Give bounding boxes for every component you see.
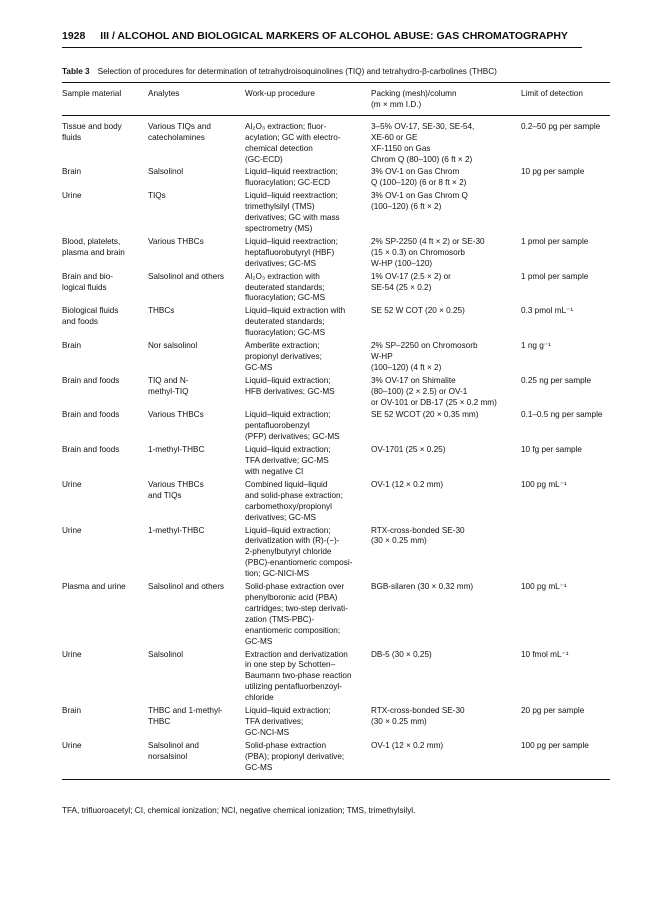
table-cell: Various THBCs	[148, 410, 204, 420]
table-cell: Combined liquid–liquid and solid-phase extraction; carbomethoxy/propionyl derivatives; GC-MS	[245, 479, 343, 522]
column-header: Work-up procedure	[245, 83, 371, 116]
table-cell: BGB-silaren (30 × 0.32 mm)	[371, 582, 474, 592]
table-cell: Urine	[62, 191, 82, 201]
table-row	[62, 741, 610, 780]
table-cell: Liquid–liquid reextraction; fluoracylation; GC-ECD	[245, 167, 338, 188]
table-caption-text: Selection of procedures for determination of tetrahydroisoquinolines (TIQ) and tetrahydro-β-carbolines (THBC)	[97, 67, 497, 76]
column-header: Limit of detection	[521, 83, 610, 116]
running-header	[62, 30, 582, 42]
table-cell: Brain and bio- logical fluids	[62, 271, 113, 292]
table-cell: Brain and foods	[62, 445, 120, 455]
table-cell: Salsolinol and others	[148, 582, 225, 592]
table-cell: Salsolinol	[148, 167, 184, 177]
table-cell: Al₂O₃ extraction; fluor- acylation; GC with electro- chemical detection (GC-ECD)	[245, 121, 341, 164]
table-footnote: TFA, trifluoroacetyl; CI, chemical ionization; NCI, negative chemical ionization; TMS, trimethylsilyl.	[62, 806, 416, 815]
table-cell: Liquid–liquid reextraction; trimethylsilyl (TMS) derivatives; GC with mass spectrometry (MS)	[245, 191, 340, 233]
table-cell: 1 ng g⁻¹	[521, 341, 551, 351]
table-cell: 0.3 pmol mL⁻¹	[521, 306, 574, 316]
page-number: 1928	[62, 30, 86, 42]
table-cell: Liquid–liquid extraction; pentafluorobenzyl (PFP) derivatives; GC-MS	[245, 410, 340, 442]
table-cell: Urine	[62, 525, 82, 535]
header-rule	[62, 47, 582, 48]
table-cell: Brain	[62, 167, 82, 177]
table-cell: Solid-phase extraction over phenylboronic acid (PBA) cartridges; two-step derivati- zation (TMS-PBC)- enantiomeric composition; GC-MS	[245, 582, 348, 646]
data-table	[62, 82, 610, 780]
table-cell: Salsolinol and others	[148, 271, 225, 281]
table-cell: 3% OV-1 on Gas Chrom Q (100–120) (6 ft × 2)	[371, 191, 468, 212]
table-row	[62, 480, 610, 526]
table-cell: Various THBCs	[148, 236, 204, 246]
table-cell: TIQs	[148, 191, 166, 201]
table-row	[62, 706, 610, 741]
table-cell: DB-5 (30 × 0.25)	[371, 649, 432, 659]
table-cell: SE 52 WCOT (20 × 0.35 mm)	[371, 410, 479, 420]
table-cell: Solid-phase extraction (PBA); propionyl derivative; GC-MS	[245, 741, 371, 780]
table-cell: 10 fmol mL⁻¹	[521, 649, 569, 659]
table-cell: 1-methyl-THBC	[148, 445, 205, 455]
table-cell: Plasma and urine	[62, 582, 126, 592]
table-cell: 2% SP–2250 on Chromosorb W-HP (100–120) (4 ft × 2)	[371, 341, 478, 372]
table-cell: 100 pg mL⁻¹	[521, 479, 567, 489]
table-cell: Biological fluids and foods	[62, 306, 119, 327]
column-header: Packing (mesh)/column (m × mm I.D.)	[371, 83, 521, 116]
table-cell	[521, 526, 610, 583]
table-cell: Various TIQs and catecholamines	[148, 121, 211, 142]
table-row	[62, 272, 610, 307]
table-cell: Brain	[62, 706, 82, 716]
table-cell: TIQ and N- methyl-TIQ	[148, 375, 189, 396]
table-cell: Urine	[62, 649, 82, 659]
table-cell: Urine	[62, 741, 148, 780]
table-label: Table 3	[62, 67, 90, 76]
table-cell: Amberlite extraction; propionyl derivatives; GC-MS	[245, 341, 322, 372]
table-row	[62, 237, 610, 272]
table-cell: Liquid–liquid extraction with deuterated standards; fluoracylation; GC-MS	[245, 306, 346, 338]
table-cell: 1 pmol per sample	[521, 236, 589, 246]
table-row	[62, 167, 610, 191]
table-cell: 1% OV-17 (2.5 × 2) or SE-54 (25 × 0.2)	[371, 271, 451, 292]
table-caption	[62, 67, 602, 76]
table-row	[62, 376, 610, 411]
table-cell: Nor salsolinol	[148, 341, 198, 351]
table-header-row	[62, 83, 610, 116]
table-row	[62, 445, 610, 480]
table-cell: Various THBCs and TIQs	[148, 479, 204, 500]
table-cell: Extraction and derivatization in one step by Schotten– Baumann two-phase reaction utilizing pentafluorbenzoyl- chloride	[245, 649, 352, 703]
table-cell: 0.1–0.5 ng per sample	[521, 410, 603, 420]
table-cell: OV-1701 (25 × 0.25)	[371, 445, 446, 455]
table-row	[62, 115, 610, 167]
table-cell: Liquid–liquid extraction; TFA derivative; GC-MS with negative CI	[245, 445, 331, 476]
table-row	[62, 341, 610, 376]
table-cell	[521, 191, 610, 237]
table-cell: 100 pg per sample	[521, 741, 610, 780]
table-cell: 2% SP-2250 (4 ft × 2) or SE-30 (15 × 0.3) on Chromosorb W-HP (100–120)	[371, 236, 485, 268]
table-cell: Liquid–liquid reextraction; heptafluorobutyryl (HBF) derivatives; GC-MS	[245, 236, 338, 268]
table-cell: Al₂O₃ extraction with deuterated standards; fluoracylation; GC-MS	[245, 271, 326, 303]
table-cell: Tissue and body fluids	[62, 121, 122, 142]
table-cell: THBCs	[148, 306, 175, 316]
column-header: Analytes	[148, 83, 245, 116]
table-cell: 3–5% OV-17, SE-30, SE-54, XE-60 or GE XF-1150 on Gas Chrom Q (80–100) (6 ft × 2)	[371, 121, 475, 164]
table-cell: 0.2–50 pg per sample	[521, 121, 601, 131]
table-cell: 10 fg per sample	[521, 445, 582, 455]
table-cell: Liquid–liquid extraction; HFB derivatives; GC-MS	[245, 375, 335, 396]
table-cell: 3% OV-17 on Shimalite (80–100) (2 × 2.5) or OV-1 or OV-101 or DB-17 (25 × 0.2 mm)	[371, 375, 497, 407]
table-row	[62, 410, 610, 445]
table-cell: 0.25 ng per sample	[521, 375, 592, 385]
table-cell: Brain and foods	[62, 410, 120, 420]
running-title: III / ALCOHOL AND BIOLOGICAL MARKERS OF ALCOHOL ABUSE: GAS CHROMATOGRAPHY	[100, 30, 568, 42]
table-cell: RTX-cross-bonded SE-30 (30 × 0.25 mm)	[371, 525, 465, 546]
column-header: Sample material	[62, 83, 148, 116]
table-cell: 10 pg per sample	[521, 167, 585, 177]
table-cell: OV-1 (12 × 0.2 mm)	[371, 479, 444, 489]
table-cell: 20 pg per sample	[521, 706, 585, 716]
table-cell: RTX-cross-bonded SE-30 (30 × 0.25 mm)	[371, 706, 465, 726]
table-row	[62, 650, 610, 707]
table-row	[62, 526, 610, 583]
table-cell: OV-1 (12 × 0.2 mm)	[371, 741, 521, 780]
table-cell: Liquid–liquid extraction; TFA derivatives; GC-NCI-MS	[245, 706, 331, 737]
table-cell: THBC and 1-methyl- THBC	[148, 706, 223, 726]
table-cell: Urine	[62, 479, 82, 489]
table-cell: Blood, platelets, plasma and brain	[62, 236, 125, 257]
table-cell: 1 pmol per sample	[521, 271, 589, 281]
table-row	[62, 191, 610, 237]
table-cell: 100 pg mL⁻¹	[521, 582, 567, 592]
table-cell: Brain	[62, 341, 82, 351]
table-cell: Brain and foods	[62, 375, 120, 385]
table-cell: Salsolinol	[148, 649, 184, 659]
table-cell: SE 52 W COT (20 × 0.25)	[371, 306, 465, 316]
table-cell: Salsolinol and norsalsinol	[148, 741, 245, 780]
table-row	[62, 582, 610, 649]
table-cell: Liquid–liquid extraction; derivatization with (R)-(−)- 2-phenylbutyryl chloride (PBC)-enantiomeric composi- tion; GC-NICI-MS	[245, 525, 353, 579]
table-cell: 1-methyl-THBC	[148, 525, 205, 535]
table-row	[62, 306, 610, 341]
table-cell: 3% OV-1 on Gas Chrom Q (100–120) (6 or 8 ft × 2)	[371, 167, 467, 188]
